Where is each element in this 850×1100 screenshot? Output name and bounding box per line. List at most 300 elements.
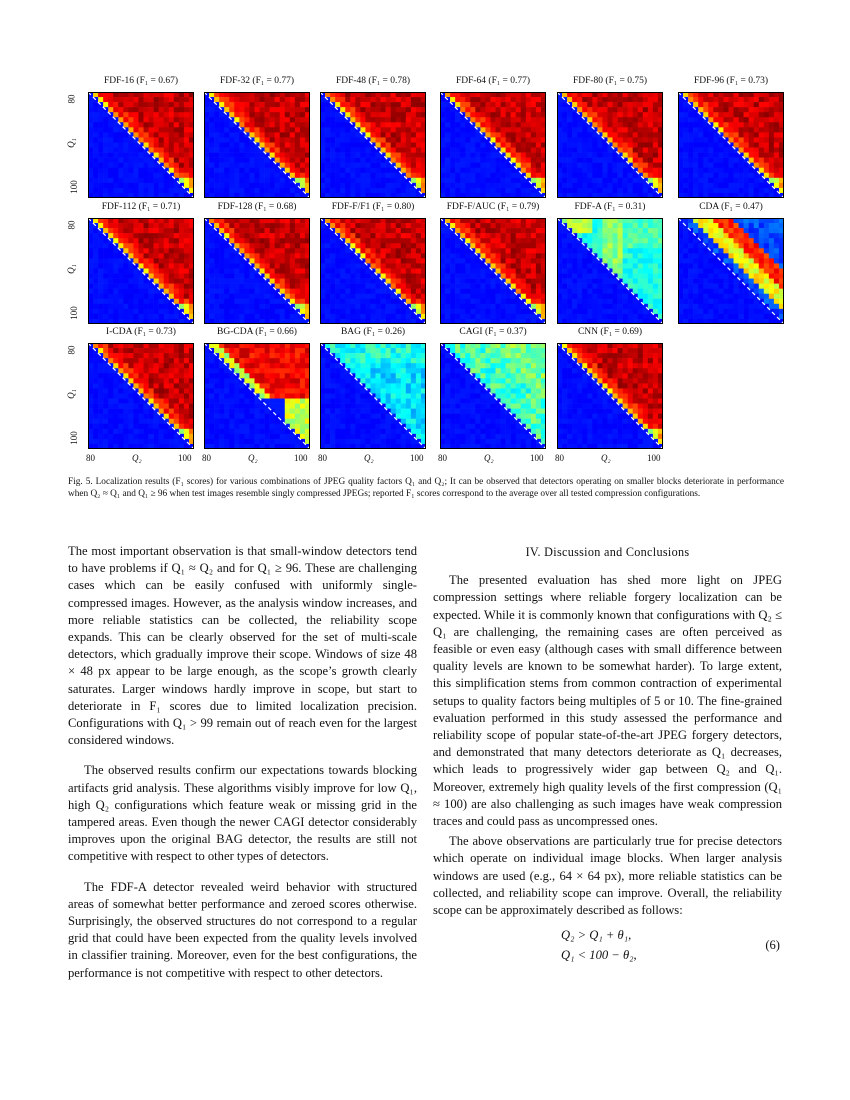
heatmap-cell [562, 263, 567, 268]
heatmap-cell [300, 294, 305, 299]
heatmap-cell [340, 127, 345, 132]
heatmap-cell [376, 243, 381, 248]
heatmap-cell [169, 127, 174, 132]
heatmap-cell [330, 263, 335, 268]
heatmap-cell [164, 153, 169, 158]
heatmap-cell [249, 142, 254, 147]
heatmap-cell [184, 294, 189, 299]
heatmap-cell [391, 112, 396, 117]
heatmap-cell [406, 268, 411, 273]
heatmap-cell [470, 102, 475, 107]
heatmap-cell [480, 233, 485, 238]
heatmap-cell [113, 163, 118, 168]
heatmap-cell [93, 279, 98, 284]
heatmap-cell [643, 122, 648, 127]
heatmap-cell [249, 102, 254, 107]
heatmap-cell [577, 274, 582, 279]
heatmap-cell [144, 173, 149, 178]
heatmap-cell [355, 284, 360, 289]
heatmap-cell [460, 304, 465, 309]
heatmap-cell [618, 304, 623, 309]
heatmap-cell [169, 253, 174, 258]
heatmap-cell [470, 168, 475, 173]
heatmap-cell [275, 112, 280, 117]
heatmap-cell [350, 188, 355, 193]
heatmap-cell [340, 183, 345, 188]
heatmap-cell [164, 132, 169, 137]
heatmap-cell [713, 137, 718, 142]
heatmap-cell [623, 294, 628, 299]
heatmap-cell [567, 148, 572, 153]
heatmap-cell [526, 248, 531, 253]
heatmap-cell [769, 178, 774, 183]
heatmap-cell [567, 289, 572, 294]
heatmap-cell [602, 173, 607, 178]
heatmap-cell [411, 294, 416, 299]
heatmap-cell [774, 127, 779, 132]
heatmap-cell [475, 299, 480, 304]
heatmap-cell [416, 274, 421, 279]
heatmap-cell [718, 148, 723, 153]
heatmap-cell [219, 112, 224, 117]
heatmap-cell [219, 117, 224, 122]
heatmap-cell [653, 137, 658, 142]
heatmap-cell [628, 188, 633, 193]
heatmap-cell [653, 112, 658, 117]
heatmap-cell [118, 304, 123, 309]
heatmap-cell [275, 223, 280, 228]
heatmap-cell [396, 299, 401, 304]
heatmap-cell [149, 97, 154, 102]
heatmap-cell [350, 309, 355, 314]
heatmap-cell [123, 248, 128, 253]
heatmap-cell [703, 173, 708, 178]
heatmap-cell [526, 127, 531, 132]
heatmap-cell [234, 173, 239, 178]
heatmap-cell [744, 97, 749, 102]
heatmap-cell [450, 168, 455, 173]
heatmap-cell [224, 223, 229, 228]
heatmap-cell [496, 294, 501, 299]
heatmap-cell [265, 253, 270, 258]
heatmap-cell [133, 289, 138, 294]
heatmap-cell [154, 107, 159, 112]
heatmap-cell [688, 127, 693, 132]
heatmap-cell [455, 132, 460, 137]
heatmap-cell [295, 289, 300, 294]
heatmap-cell [239, 173, 244, 178]
heatmap-cell [360, 268, 365, 273]
heatmap-cell [370, 183, 375, 188]
heatmap-cell [149, 112, 154, 117]
heatmap-cell [683, 122, 688, 127]
heatmap-cell [118, 127, 123, 132]
heatmap-cell [249, 268, 254, 273]
heatmap-cell [370, 304, 375, 309]
heatmap-cell [144, 137, 149, 142]
heatmap-cell [164, 127, 169, 132]
heatmap-cell [360, 148, 365, 153]
heatmap-cell [265, 183, 270, 188]
heatmap-cell [159, 304, 164, 309]
heatmap-cell [623, 279, 628, 284]
heatmap-cell [480, 142, 485, 147]
heatmap-cell [229, 294, 234, 299]
heatmap-cell [325, 294, 330, 299]
heatmap-cell [465, 142, 470, 147]
heatmap-cell [219, 178, 224, 183]
heatmap-cell [239, 268, 244, 273]
heatmap-cell [335, 274, 340, 279]
heatmap-cell [179, 163, 184, 168]
heatmap-cell [536, 258, 541, 263]
heatmap-cell [445, 127, 450, 132]
heatmap-cell [401, 112, 406, 117]
heatmap-cell [98, 168, 103, 173]
heatmap-cell [521, 223, 526, 228]
heatmap-cell [169, 137, 174, 142]
heatmap-cell [118, 299, 123, 304]
heatmap-cell [628, 183, 633, 188]
heatmap-cell [406, 274, 411, 279]
heatmap-cell [93, 258, 98, 263]
heatmap-cell [450, 137, 455, 142]
heatmap-cell [335, 243, 340, 248]
heatmap-cell [144, 183, 149, 188]
heatmap-cell [270, 107, 275, 112]
heatmap-cell [360, 178, 365, 183]
heatmap-cell [229, 122, 234, 127]
heatmap-cell [470, 279, 475, 284]
heatmap-cell [98, 117, 103, 122]
heatmap-cell [455, 158, 460, 163]
heatmap-cell [355, 163, 360, 168]
heatmap-cell [249, 122, 254, 127]
heatmap-cell [401, 148, 406, 153]
heatmap-cell [445, 132, 450, 137]
heatmap-cell [103, 158, 108, 163]
heatmap-cell [128, 274, 133, 279]
heatmap-cell [275, 178, 280, 183]
heatmap-cell [602, 304, 607, 309]
heatmap-cell [159, 233, 164, 238]
heatmap-cell [229, 299, 234, 304]
heatmap-cell [759, 183, 764, 188]
heatmap-cell [688, 122, 693, 127]
heatmap-cell [164, 289, 169, 294]
heatmap-cell [108, 294, 113, 299]
heatmap-cell [345, 248, 350, 253]
heatmap-cell [224, 228, 229, 233]
heatmap-cell [285, 188, 290, 193]
heatmap-cell [744, 223, 749, 228]
heatmap-cell [480, 178, 485, 183]
heatmap-cell [628, 153, 633, 158]
heatmap-cell [285, 258, 290, 263]
heatmap-cell [526, 279, 531, 284]
heatmap-cell [688, 173, 693, 178]
heatmap-cell [260, 127, 265, 132]
heatmap-cell [270, 97, 275, 102]
heatmap-cell [335, 137, 340, 142]
heatmap-cell [224, 233, 229, 238]
heatmap-cell [179, 122, 184, 127]
heatmap-cell [169, 258, 174, 263]
heatmap-cell [275, 153, 280, 158]
heatmap-cell [480, 127, 485, 132]
heatmap-cell [587, 228, 592, 233]
heatmap-cell [214, 97, 219, 102]
heatmap-cell [270, 279, 275, 284]
heatmap-cell [759, 122, 764, 127]
heatmap-cell [587, 258, 592, 263]
heatmap-cell [270, 142, 275, 147]
heatmap-cell [103, 253, 108, 258]
heatmap-cell [739, 107, 744, 112]
heatmap-fdf-64 [440, 92, 546, 198]
heatmap-cell [480, 299, 485, 304]
heatmap-cell [480, 112, 485, 117]
heatmap-cell [703, 183, 708, 188]
heatmap-cell [638, 253, 643, 258]
heatmap-cell [295, 294, 300, 299]
heatmap-cell [592, 168, 597, 173]
heatmap-cell [164, 243, 169, 248]
heatmap-cell [138, 294, 143, 299]
heatmap-cell [744, 238, 749, 243]
heatmap-cell [340, 223, 345, 228]
heatmap-cell [531, 142, 536, 147]
heatmap-cell [138, 102, 143, 107]
heatmap-cell [325, 304, 330, 309]
heatmap-cell [103, 97, 108, 102]
heatmap-cell [159, 183, 164, 188]
heatmap-cell [496, 142, 501, 147]
heatmap-cell [239, 258, 244, 263]
heatmap-cell [613, 173, 618, 178]
heatmap-cell [536, 253, 541, 258]
heatmap-cell [759, 148, 764, 153]
heatmap-cell [396, 112, 401, 117]
heatmap-cell [239, 122, 244, 127]
heatmap-cell [703, 153, 708, 158]
heatmap-cell [370, 228, 375, 233]
heatmap-cell [754, 158, 759, 163]
heatmap-cell [295, 168, 300, 173]
heatmap-cell [764, 153, 769, 158]
heatmap-cell [265, 107, 270, 112]
heatmap-cell [330, 158, 335, 163]
heatmap-cell [531, 304, 536, 309]
heatmap-cell [475, 112, 480, 117]
heatmap-cell [496, 243, 501, 248]
heatmap-cell [239, 299, 244, 304]
heatmap-cell [376, 122, 381, 127]
heatmap-cell [381, 294, 386, 299]
heatmap-cell [653, 299, 658, 304]
heatmap-cell [280, 173, 285, 178]
heatmap-cell [254, 248, 259, 253]
heatmap-cell [506, 258, 511, 263]
panel-title: FDF-96 (F₁ = 0.73) [693, 76, 769, 86]
heatmap-cell [531, 137, 536, 142]
heatmap-cell [386, 112, 391, 117]
heatmap-cell [465, 223, 470, 228]
heatmap-cell [521, 153, 526, 158]
heatmap-cell [739, 112, 744, 117]
heatmap-cell [506, 279, 511, 284]
heatmap-cell [450, 122, 455, 127]
heatmap-cell [234, 309, 239, 314]
heatmap-cell [93, 158, 98, 163]
heatmap-cell [411, 238, 416, 243]
heatmap-cell [113, 127, 118, 132]
heatmap-cell [229, 263, 234, 268]
heatmap-cell [465, 107, 470, 112]
heatmap-cell [340, 122, 345, 127]
heatmap-cell [401, 258, 406, 263]
heatmap-cell [607, 284, 612, 289]
heatmap-cell [133, 173, 138, 178]
heatmap-cell [618, 258, 623, 263]
heatmap-cell [249, 117, 254, 122]
heatmap-cell [118, 284, 123, 289]
heatmap-cell [597, 289, 602, 294]
heatmap-cell [229, 188, 234, 193]
heatmap-cell [113, 274, 118, 279]
heatmap-cell [118, 158, 123, 163]
heatmap-cell [108, 258, 113, 263]
heatmap-cell [249, 304, 254, 309]
heatmap-cell [174, 228, 179, 233]
heatmap-cell [480, 289, 485, 294]
heatmap-cell [219, 248, 224, 253]
heatmap-cell [623, 173, 628, 178]
heatmap-cell [103, 117, 108, 122]
heatmap-cell [280, 238, 285, 243]
heatmap-cell [521, 142, 526, 147]
heatmap-cell [244, 289, 249, 294]
heatmap-cell [113, 238, 118, 243]
heatmap-cell [360, 223, 365, 228]
heatmap-cell [577, 314, 582, 319]
heatmap-cell [516, 142, 521, 147]
heatmap-cell [123, 178, 128, 183]
heatmap-cell [275, 183, 280, 188]
heatmap-cell [270, 132, 275, 137]
heatmap-cell [734, 233, 739, 238]
heatmap-cell [728, 153, 733, 158]
heatmap-cell [623, 228, 628, 233]
figure-5 [0, 0, 850, 470]
heatmap-cell [149, 299, 154, 304]
heatmap-cell [470, 97, 475, 102]
heatmap-cell [254, 223, 259, 228]
heatmap-cell [618, 284, 623, 289]
heatmap-cell [154, 173, 159, 178]
heatmap-cell [355, 117, 360, 122]
heatmap-cell [260, 309, 265, 314]
heatmap-cell [219, 102, 224, 107]
heatmap-cell [265, 137, 270, 142]
heatmap-cell [602, 107, 607, 112]
heatmap-cell [623, 127, 628, 132]
heatmap-cell [260, 117, 265, 122]
heatmap-cell [376, 132, 381, 137]
heatmap-cell [365, 132, 370, 137]
heatmap-cell [295, 248, 300, 253]
heatmap-cell [648, 122, 653, 127]
heatmap-cell [244, 223, 249, 228]
heatmap-cell [164, 107, 169, 112]
heatmap-cell [643, 289, 648, 294]
heatmap-cell [370, 294, 375, 299]
heatmap-cell [128, 253, 133, 258]
heatmap-cell [490, 299, 495, 304]
heatmap-cell [98, 248, 103, 253]
heatmap-cell [93, 148, 98, 153]
heatmap-cell [653, 153, 658, 158]
heatmap-cell [480, 153, 485, 158]
heatmap-cell [485, 178, 490, 183]
heatmap-cell [260, 289, 265, 294]
heatmap-cell [416, 127, 421, 132]
heatmap-cell [401, 97, 406, 102]
heatmap-cell [455, 148, 460, 153]
heatmap-cell [244, 248, 249, 253]
heatmap-cell [460, 248, 465, 253]
heatmap-cell [144, 238, 149, 243]
heatmap-cell [653, 233, 658, 238]
heatmap-cell [531, 127, 536, 132]
heatmap-cell [149, 137, 154, 142]
heatmap-cell [506, 243, 511, 248]
heatmap-cell [592, 102, 597, 107]
heatmap-cell [401, 294, 406, 299]
heatmap-cell [734, 122, 739, 127]
heatmap-cell [450, 258, 455, 263]
heatmap-cell [754, 102, 759, 107]
heatmap-cell [683, 102, 688, 107]
heatmap-cell [728, 183, 733, 188]
heatmap-cell [516, 173, 521, 178]
heatmap-cell [244, 163, 249, 168]
heatmap-cell [103, 168, 108, 173]
heatmap-cell [531, 233, 536, 238]
heatmap-cell [416, 137, 421, 142]
heatmap-cell [577, 163, 582, 168]
heatmap-cell [128, 299, 133, 304]
heatmap-cell [118, 309, 123, 314]
heatmap-cell [572, 238, 577, 243]
heatmap-cell [113, 158, 118, 163]
heatmap-cell [401, 309, 406, 314]
heatmap-cell [219, 238, 224, 243]
heatmap-cell [643, 299, 648, 304]
heatmap-cell [118, 263, 123, 268]
heatmap-cell [526, 132, 531, 137]
heatmap-cell [613, 243, 618, 248]
heatmap-cell [411, 158, 416, 163]
heatmap-cell [713, 188, 718, 193]
heatmap-cell [728, 173, 733, 178]
heatmap-cell [718, 127, 723, 132]
heatmap-cell [355, 153, 360, 158]
heatmap-cell [602, 183, 607, 188]
heatmap-cell [592, 183, 597, 188]
heatmap-cell [234, 188, 239, 193]
heatmap-cell [531, 112, 536, 117]
